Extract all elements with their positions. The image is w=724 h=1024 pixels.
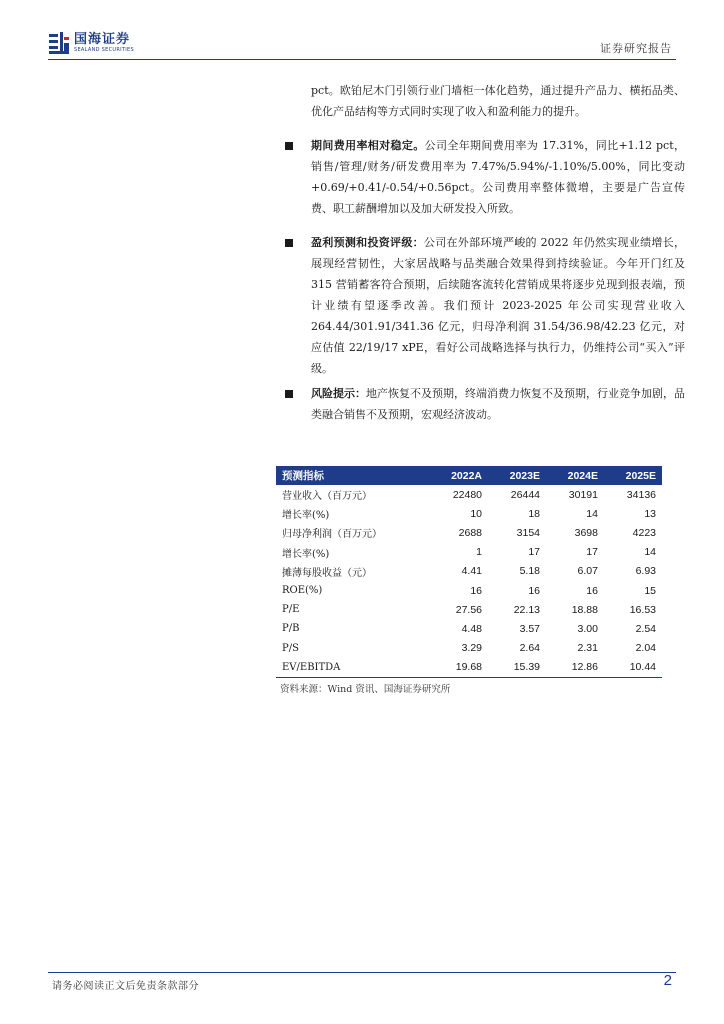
- table-cell: 3.57: [519, 622, 540, 635]
- page-number: 2: [663, 972, 672, 989]
- table-row: [276, 523, 662, 542]
- table-cell: 3698: [574, 526, 598, 539]
- table-cell: 2.31: [577, 642, 598, 655]
- bullet-square-icon: [285, 390, 293, 398]
- paragraph-body: 地产恢复不及预期，终端消费力恢复不及预期，行业竞争加剧，品类融合销售不及预期，宏观经济波动。: [311, 387, 685, 421]
- footer-disclaimer: 请务必阅读正文后免责条款部分: [52, 981, 199, 992]
- table-cell: 16.53: [629, 603, 656, 616]
- company-logo: [48, 28, 134, 58]
- paragraph-continued: pct。欧铂尼木门引领行业门墙柜一体化趋势，通过提升产品力、横拓品类、优化产品结构等方式同时实现了收入和盈利能力的提升。: [311, 84, 685, 118]
- paragraph-lead: 盈利预测和投资评级：: [311, 236, 424, 249]
- table-row: [276, 619, 662, 638]
- table-header-cell: 2025E: [604, 466, 662, 485]
- table-cell: 4.48: [461, 622, 483, 635]
- table-cell: 15.39: [488, 658, 546, 678]
- table-cell: 营业收入（百万元）: [282, 491, 372, 503]
- table-header-cell: 2022A: [429, 466, 488, 485]
- table-cell: ROE(%): [282, 585, 323, 597]
- table-cell: 13: [644, 507, 656, 520]
- table-cell: 10.44: [604, 658, 662, 678]
- table-row: [276, 581, 662, 600]
- table-cell: 12.86: [546, 658, 604, 678]
- table-cell: 2688: [458, 526, 483, 539]
- table-row: [276, 658, 662, 678]
- table-cell: 摊薄每股收益（元）: [282, 567, 372, 579]
- header-divider: [48, 59, 676, 60]
- paragraph-body: 公司全年期间费用率为 17.31%，同比+1.12 pct，销售/管理/财务/研发费用率为 7.47%/5.94%/-1.10%/5.00%，同比变动+0.69/+0.41/-0.54/+0.56pct。公司费用率整体微增，主要是广告宣传费、职工薪酬增加以及加大研发投入所致。: [311, 139, 685, 215]
- table-cell: P/S: [282, 642, 299, 654]
- table-row: [276, 504, 662, 523]
- table-cell: 增长率(%): [282, 548, 330, 560]
- table-cell: 增长率(%): [282, 510, 330, 522]
- bullet-square-icon: [285, 142, 293, 150]
- table-header-cell: 预测指标: [276, 466, 429, 485]
- table-cell: 16: [470, 584, 483, 597]
- table-row: [276, 562, 662, 581]
- table-cell: 14: [586, 507, 598, 520]
- table-cell: 归母净利润（百万元）: [282, 529, 382, 541]
- table-cell: 22.13: [513, 603, 540, 616]
- table-source-note: 资料来源：Wind 资讯、国海证券研究所: [280, 684, 451, 695]
- table-cell: 22480: [452, 488, 483, 501]
- bullet-square-icon: [285, 239, 293, 247]
- table-cell: 3.00: [577, 622, 598, 635]
- table-row: [276, 639, 662, 658]
- table-cell: 10: [470, 507, 483, 520]
- table-row: [276, 600, 662, 619]
- table-cell: 18: [528, 507, 540, 520]
- page-header: [0, 0, 724, 62]
- table-cell: P/E: [282, 604, 300, 616]
- table-cell: 5.18: [519, 565, 540, 578]
- table-cell: 3154: [516, 526, 540, 539]
- footer-divider: [48, 972, 676, 973]
- table-cell: 27.56: [455, 603, 483, 616]
- table-cell: 3.29: [461, 642, 483, 655]
- table-cell: 34136: [626, 488, 656, 501]
- forecast-table: [276, 466, 662, 678]
- table-cell: 26444: [510, 488, 540, 501]
- table-cell: 4223: [632, 526, 656, 539]
- table-cell: 2.64: [519, 642, 540, 655]
- table-cell: 2.04: [635, 642, 656, 655]
- paragraph-risk: [311, 383, 685, 425]
- logo-name-cn: 国海证券: [74, 31, 131, 47]
- table-cell: P/B: [282, 623, 300, 635]
- table-cell: 14: [644, 546, 656, 559]
- table-cell: 6.93: [635, 565, 656, 578]
- table-cell: 4.41: [461, 565, 483, 578]
- table-cell: EV/EBITDA: [276, 658, 429, 678]
- table-cell: 16: [586, 584, 598, 597]
- table-cell: 18.88: [571, 603, 598, 616]
- table-cell: 16: [528, 584, 540, 597]
- table-cell: 30191: [568, 488, 598, 501]
- table-cell: 2.54: [635, 622, 656, 635]
- table-cell: 17: [586, 546, 598, 559]
- paragraph-expense-ratio: [311, 135, 685, 219]
- report-type-title: 证券研究报告: [600, 42, 672, 55]
- paragraph-forecast-rating: [311, 232, 685, 379]
- sealand-logo-icon: [48, 31, 70, 55]
- table-cell: 17: [528, 546, 540, 559]
- table-header-cell: 2023E: [488, 466, 546, 485]
- table-cell: 15: [644, 584, 656, 597]
- paragraph-lead: 期间费用率相对稳定。: [311, 139, 425, 152]
- table-cell: 6.07: [577, 565, 598, 578]
- table-row: [276, 543, 662, 562]
- table-cell: 19.68: [429, 658, 488, 678]
- paragraph-body: 公司在外部环境严峻的 2022 年仍然实现业绩增长，展现经营韧性，大家居战略与品类融合效果得到持续验证。今年开门红及 315 营销蓄客符合预期，后续随客流转化营销成果将逐步兑现到报表端，预计业绩有望逐季改善。我们预计 2023-2025 年公司实现营业收入 264.44/301.91/341.36 亿元，归母净利润 31.54/36.98/42.23 亿元，对应估值 22/19/17 xPE，看好公司战略选择与执行力，仍维持公司“买入”评级。: [311, 236, 685, 375]
- table-header-cell: 2024E: [546, 466, 604, 485]
- table-cell: 1: [476, 546, 483, 559]
- paragraph-lead: 风险提示：: [311, 387, 366, 400]
- table-header-row: [276, 466, 662, 485]
- logo-name-en: SEALAND SECURITIES: [74, 46, 134, 53]
- table-row: [276, 485, 662, 504]
